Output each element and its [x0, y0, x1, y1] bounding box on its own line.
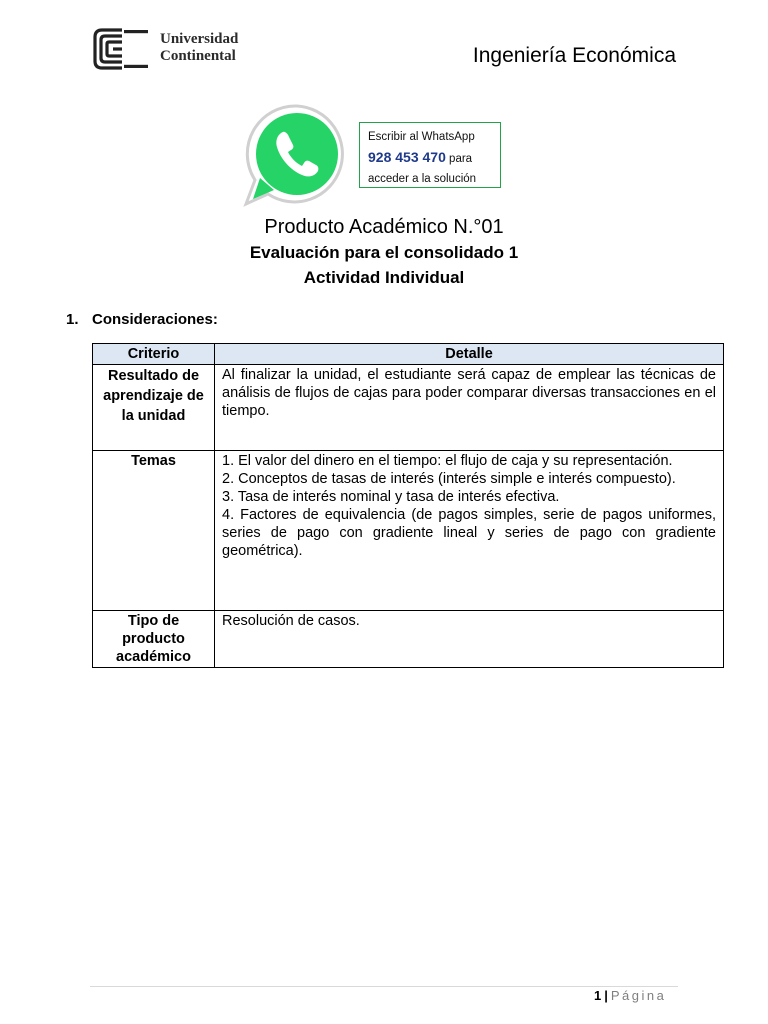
topic-item: 3. Tasa de interés nominal y tasa de interés efectiva.	[222, 489, 560, 505]
whatsapp-contact-box[interactable]	[359, 122, 501, 188]
detail-cell	[215, 611, 724, 668]
detail-text: Resolución de casos.	[222, 613, 360, 629]
column-header-criterio: Criterio	[93, 344, 215, 365]
criteria-table	[92, 343, 724, 668]
section-number: 1.	[66, 311, 79, 328]
detail-cell	[215, 365, 724, 451]
section-title: Consideraciones:	[92, 311, 218, 328]
evaluation-subtitle: Evaluación para el consolidado 1	[249, 243, 519, 262]
university-name	[160, 31, 238, 65]
whatsapp-icon[interactable]	[238, 100, 356, 210]
course-title: Ingeniería Económica	[472, 44, 676, 67]
product-title: Producto Académico N.°01	[264, 216, 504, 238]
table-row	[93, 611, 724, 668]
activity-subtitle: Actividad Individual	[303, 268, 465, 287]
whatsapp-line1: Escribir al WhatsApp	[368, 131, 475, 143]
footer-separator: |	[604, 988, 608, 1003]
topic-item: 2. Conceptos de tasas de interés (interés simple e interés compuesto).	[222, 471, 676, 487]
detail-text: Al finalizar la unidad, el estudiante será capaz de emplear las técnicas de análisis de flujos de cajas para poder comparar diversas transacciones en el tiempo.	[222, 367, 716, 419]
table-header-row	[93, 344, 724, 365]
criterion-cell: Tipo de producto académico	[93, 611, 215, 668]
page-label: Página	[610, 988, 667, 1003]
whatsapp-phone-suffix: para	[445, 153, 473, 165]
table-row	[93, 365, 724, 451]
whatsapp-line3: acceder a la solución	[368, 173, 477, 185]
page-number: 1	[594, 988, 602, 1003]
page-footer	[594, 988, 666, 1003]
topic-item: 1. El valor del dinero en el tiempo: el flujo de caja y su representación.	[222, 453, 673, 469]
whatsapp-phone-number[interactable]: 928 453 470	[368, 149, 446, 165]
column-header-detalle: Detalle	[215, 344, 724, 365]
university-name-line1: Universidad	[160, 31, 239, 47]
criterion-cell: Resultado de aprendizaje de la unidad	[93, 365, 215, 451]
topic-item: 4. Factores de equivalencia (de pagos simples, serie de pagos uniformes, series de pago con gradiente lineal y series de pago con gradiente geométrica).	[222, 507, 716, 559]
criterion-cell: Temas	[93, 451, 215, 611]
detail-cell	[215, 451, 724, 611]
university-name-line2: Continental	[160, 48, 236, 64]
footer-divider	[90, 986, 678, 987]
whatsapp-phone-line	[368, 147, 492, 169]
table-row	[93, 451, 724, 611]
